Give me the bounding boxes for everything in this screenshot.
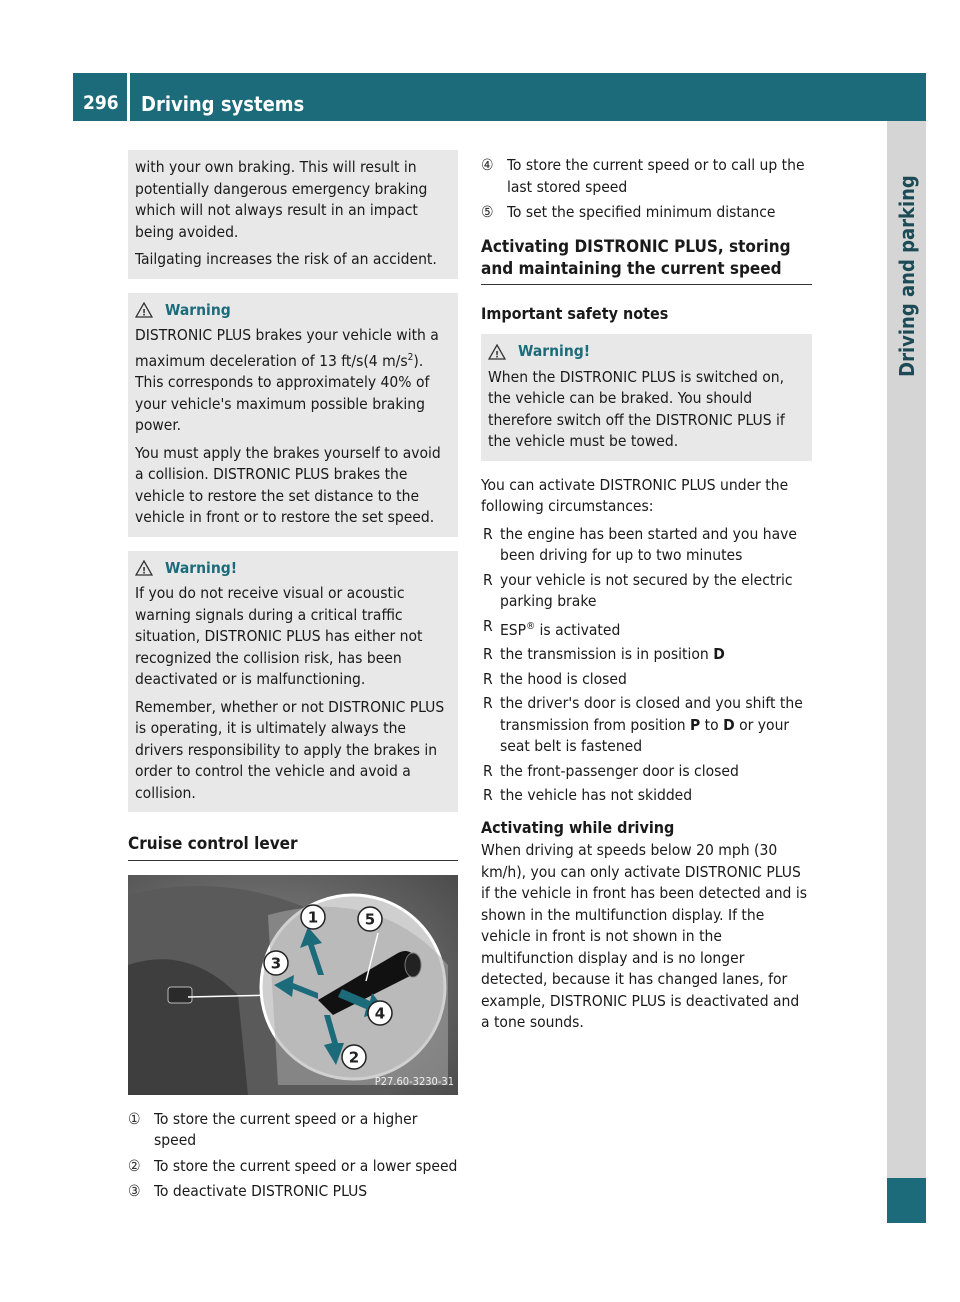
item-number: ①: [128, 1109, 141, 1128]
bullet-mark: R: [483, 669, 493, 688]
warning-triangle-icon: [488, 344, 506, 360]
bullet-mark: R: [483, 524, 493, 543]
list-item: [481, 761, 812, 783]
bullet-text: [500, 644, 725, 666]
list-item: [481, 570, 812, 613]
bullet-mark: R: [483, 694, 493, 713]
side-tab-marker: [887, 1178, 926, 1223]
bullet-mark: R: [483, 786, 493, 805]
section-heading-cruise-lever: Cruise control lever: [128, 834, 458, 861]
figure-code: P27.60-3230-31: [374, 1075, 454, 1089]
bullet-text: the vehicle has not skidded: [500, 786, 693, 805]
callout-4: 4: [374, 1004, 386, 1023]
list-item: [481, 644, 812, 666]
side-tab-label-wrap: [887, 121, 926, 431]
svg-text:!: !: [141, 308, 147, 319]
item-text: To set the specified minimum distance: [507, 203, 776, 221]
warning-title: Warning!: [518, 342, 591, 360]
tailgating-paragraph: Tailgating increases the risk of an accident.: [135, 250, 437, 268]
door-text-a: the driver's door is closed and you shift the transmission from position: [500, 694, 803, 734]
warning-title: Warning: [165, 300, 231, 319]
list-item: [481, 155, 812, 198]
bullet-mark: R: [483, 616, 493, 635]
bullet-text: [500, 693, 812, 758]
warning-heading: [135, 558, 450, 580]
list-item: [481, 669, 812, 691]
item-number: ②: [128, 1156, 141, 1175]
list-item: [481, 693, 812, 758]
item-number: ⑤: [481, 203, 494, 221]
cruise-control-lever-illustration: [128, 875, 458, 1095]
esp-text-b: is activated: [535, 620, 621, 639]
registered-sup: ®: [526, 620, 536, 632]
item-text: To store the current speed or to call up the last stored speed: [507, 156, 805, 196]
list-item: [481, 616, 812, 642]
bullet-mark: R: [483, 645, 493, 664]
position-d: D: [723, 715, 735, 734]
list-item: [128, 1109, 458, 1152]
decel-text-b: ). This corresponds to approximately 40% of your vehicle's maximum possible braking power.: [135, 351, 430, 435]
door-text-c: or your seat belt is fastened: [500, 715, 790, 756]
bullet-text: the front-passenger door is closed: [500, 761, 739, 780]
warning-box-towing: [481, 334, 812, 461]
bullet-text: [500, 616, 620, 642]
svg-text:!: !: [141, 566, 147, 577]
decel-text-a: DISTRONIC PLUS brakes your vehicle with a maximum deceleration of 13 ft/s(4 m/s: [135, 326, 439, 370]
list-item: [128, 1156, 458, 1178]
responsibility-paragraph: Remember, whether or not DISTRONIC PLUS is operating, it is ultimately always the drivers responsibility to apply the brakes in order to control the vehicle and avoid a collision.: [135, 697, 445, 802]
list-item: [128, 1181, 458, 1203]
esp-text: ESP: [500, 620, 527, 639]
warning-heading: [488, 341, 804, 363]
svg-text:!: !: [494, 350, 500, 360]
towing-paragraph: When the DISTRONIC PLUS is switched on, the vehicle can be braked. You should therefore switch off the DISTRONIC PLUS if the vehicle must be towed.: [488, 367, 785, 450]
continued-paragraph: with your own braking. This will result in potentially dangerous emergency braking which will not always result in an impact being avoided.: [135, 158, 428, 241]
safety-notes-heading: Important safety notes: [481, 303, 669, 323]
item-number: ③: [128, 1182, 141, 1201]
position-text: the transmission is in position: [500, 645, 714, 664]
cruise-control-lever-figure: [128, 875, 458, 1095]
bullet-mark: R: [483, 570, 493, 589]
callout-5: 5: [364, 910, 376, 929]
warning-box-signals: [128, 551, 458, 813]
bullet-text: your vehicle is not secured by the electric parking brake: [500, 570, 793, 610]
left-column: [128, 150, 458, 1207]
warning-continued-box: [128, 150, 458, 279]
list-item: [481, 785, 812, 807]
header-divider: [127, 73, 130, 121]
section-heading-activating: Activating DISTRONIC PLUS, storing and maintaining the current speed: [481, 236, 812, 285]
bullet-text: the engine has been started and you have been driving for up to two minutes: [500, 524, 797, 564]
item-text: To deactivate DISTRONIC PLUS: [154, 1182, 368, 1201]
callout-2: 2: [348, 1048, 360, 1067]
callout-3: 3: [270, 954, 282, 973]
warning-heading: [135, 300, 450, 322]
apply-brakes-paragraph: You must apply the brakes yourself to avoid a collision. DISTRONIC PLUS brakes the vehicle to restore the set distance to the vehicle in front or to restore the set speed.: [135, 443, 441, 527]
bullet-mark: R: [483, 761, 493, 780]
warning-box-deceleration: [128, 293, 458, 537]
side-tab-top: [887, 73, 926, 121]
warning-triangle-icon: [135, 302, 153, 318]
warning-triangle-icon: [135, 560, 153, 576]
bullet-text: the hood is closed: [500, 669, 627, 688]
list-item: [481, 202, 812, 224]
position-p: P: [690, 715, 701, 734]
deceleration-paragraph: [135, 325, 450, 437]
item-number: ④: [481, 156, 494, 174]
item-text: To store the current speed or a lower speed: [154, 1156, 458, 1175]
driving-heading: Activating while driving: [481, 817, 675, 837]
signals-paragraph: If you do not receive visual or acoustic warning signals during a critical traffic situation, DISTRONIC PLUS has either not recognized the collision risk, has been deactivated or is malfunctioning.: [135, 584, 423, 689]
page-title: Driving systems: [141, 92, 305, 116]
list-item: [481, 524, 812, 567]
door-text-b: to: [700, 715, 724, 734]
warning-title: Warning!: [165, 558, 238, 577]
decel-sup: 2: [407, 351, 414, 363]
right-column: [481, 155, 812, 1040]
position-d: D: [713, 645, 725, 664]
circumstances-intro: You can activate DISTRONIC PLUS under the following circumstances:: [481, 475, 789, 515]
driving-paragraph: When driving at speeds below 20 mph (30 km/h), you can only activate DISTRONIC PLUS if the vehicle in front has been detected and is shown in the multifunction display. If the vehicle in front is not shown in the multifunction display and is no longer detected, because it has changed lanes, for example, DISTRONIC PLUS is deactivated and a tone sounds.: [481, 841, 807, 1032]
side-tab-label: Driving and parking: [894, 175, 919, 377]
page-number: 296: [83, 92, 119, 114]
item-text: To store the current speed or a higher speed: [154, 1109, 418, 1150]
callout-1: 1: [307, 908, 319, 927]
